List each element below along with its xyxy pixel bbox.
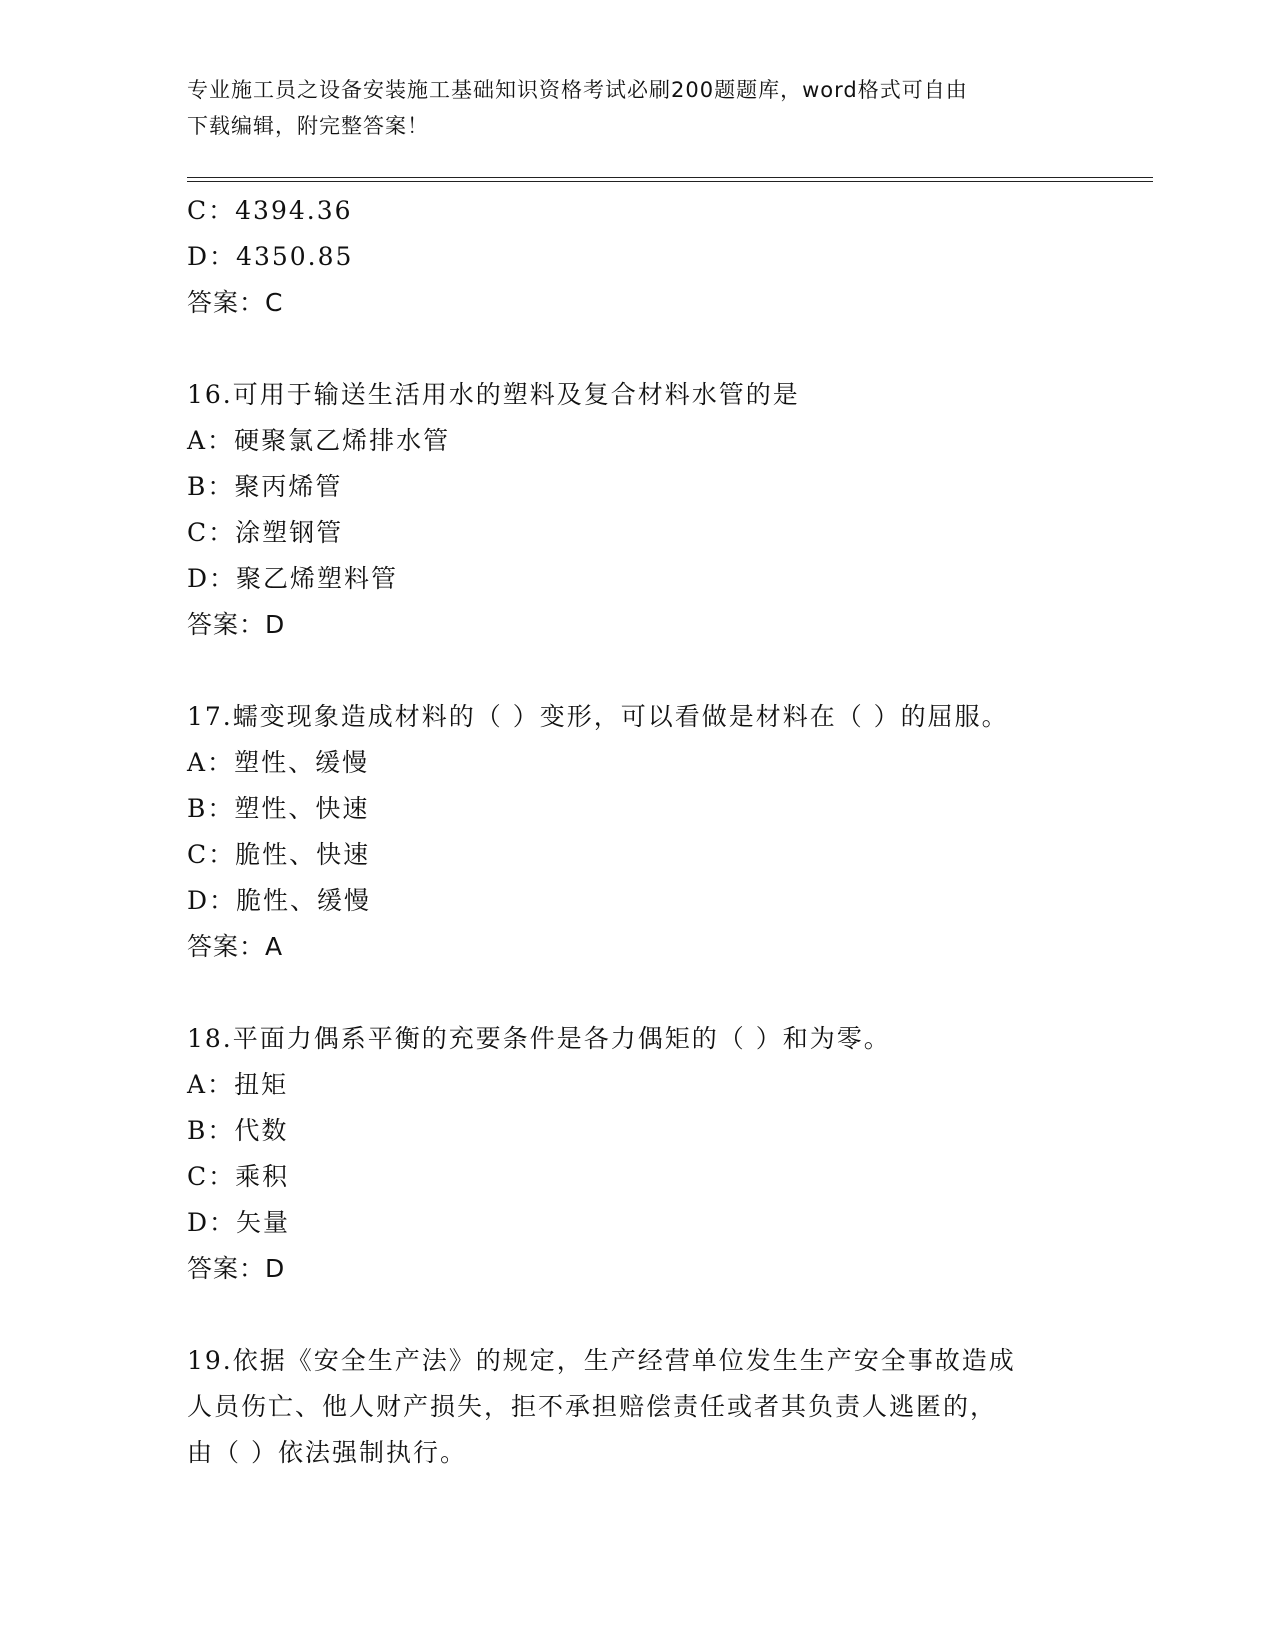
answer: 答案：C [187,288,284,317]
answer: 答案：D [187,610,286,639]
question-text: 16.可用于输送生活用水的塑料及复合材料水管的是 [187,380,800,409]
question-text-line-2: 人员伤亡、他人财产损失，拒不承担赔偿责任或者其负责人逃匿的， [187,1392,998,1421]
prev-question [187,188,1087,326]
question-16 [187,372,1087,648]
header-divider-top [187,177,1153,178]
option-d: D：矢量 [187,1208,291,1237]
question-text: 18.平面力偶系平衡的充要条件是各力偶矩的（ ）和为零。 [187,1024,891,1053]
option-a: A：扭矩 [187,1070,289,1099]
option-d: D：聚乙烯塑料管 [187,564,399,593]
question-text: 17.蠕变现象造成材料的（ ）变形，可以看做是材料在（ ）的屈服。 [187,702,1009,731]
question-text-line-1: 19.依据《安全生产法》的规定，生产经营单位发生生产安全事故造成 [187,1346,1016,1375]
option-b: B：聚丙烯管 [187,472,343,501]
answer: 答案：D [187,1254,286,1283]
option-a: A：塑性、缓慢 [187,748,370,777]
option-c: C：乘积 [187,1162,290,1191]
option-c: C：涂塑钢管 [187,518,344,547]
option-d: D：脆性、缓慢 [187,886,372,915]
header-line-2: 下载编辑，附完整答案！ [187,114,429,138]
option-c: C：4394.36 [187,196,353,225]
header-divider-bottom [187,181,1153,182]
question-text-line-3: 由（ ）依法强制执行。 [187,1438,467,1467]
question-content [187,188,1087,1476]
option-d: D：4350.85 [187,242,354,271]
header-line-1: 专业施工员之设备安装施工基础知识资格考试必刷200题题库，word格式可自由 [187,78,968,102]
question-18 [187,1016,1087,1292]
question-19 [187,1338,1087,1476]
option-c: C：脆性、快速 [187,840,371,869]
option-a: A：硬聚氯乙烯排水管 [187,426,451,455]
option-b: B：塑性、快速 [187,794,370,823]
document-header [187,72,1087,144]
answer: 答案：A [187,932,284,961]
question-17 [187,694,1087,970]
option-b: B：代数 [187,1116,289,1145]
